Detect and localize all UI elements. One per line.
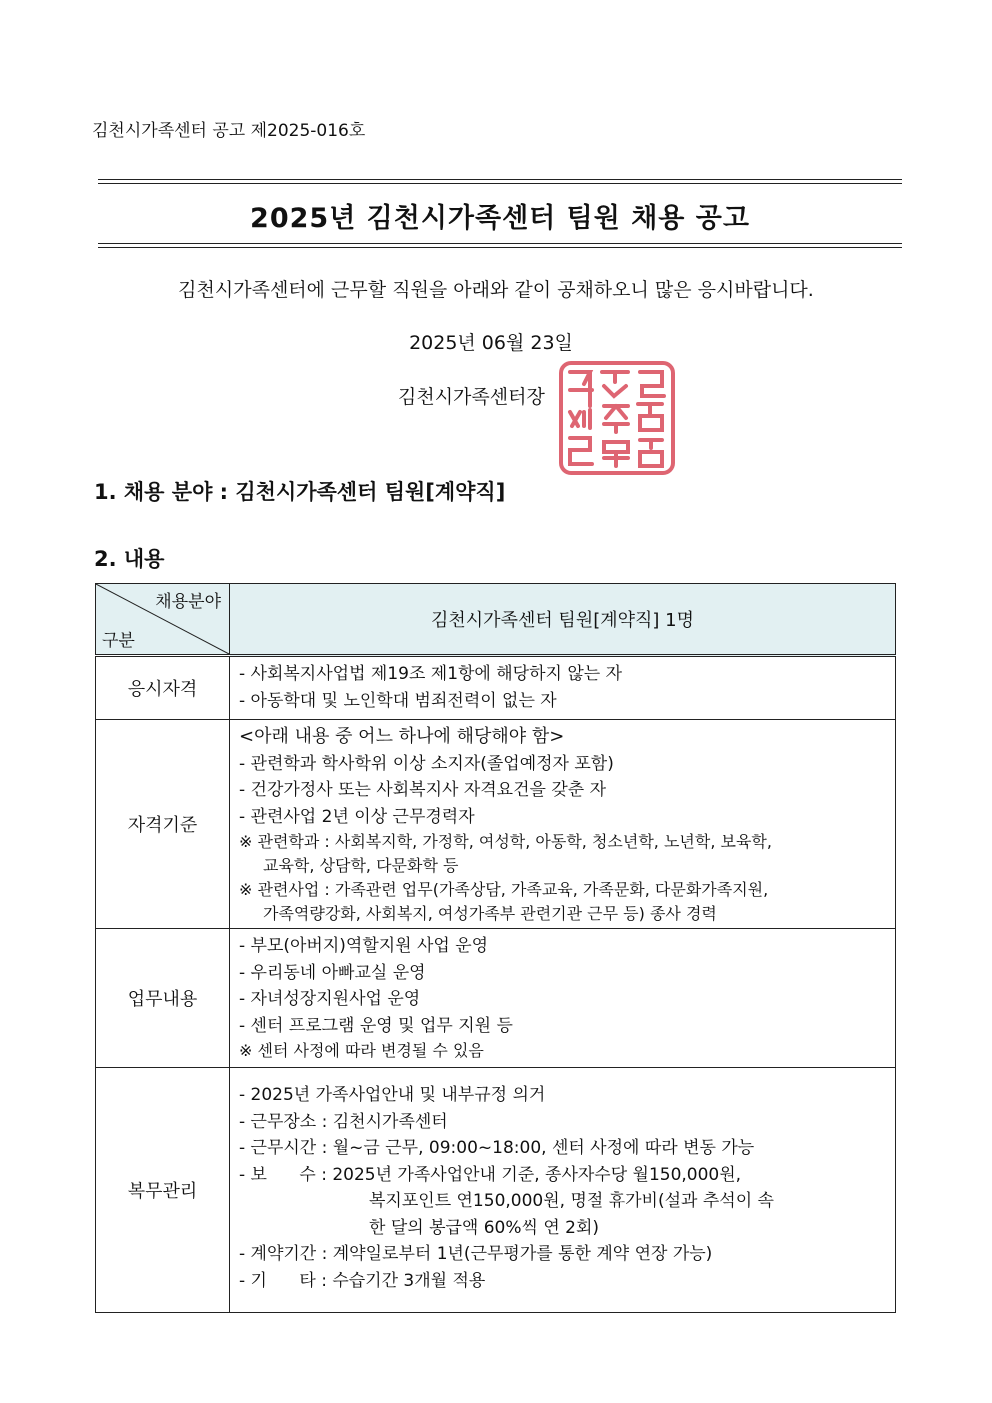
list-item: - 우리동네 아빠교실 운영	[239, 962, 426, 983]
header-label-category: 구분	[102, 631, 135, 651]
list-item: - 근무시간 : 월~금 근무, 09:00~18:00, 센터 사정에 따라 변동 가능	[239, 1138, 755, 1158]
row-content	[230, 929, 896, 1068]
list-item: - 근무장소 : 김천시가족센터	[239, 1111, 448, 1132]
title-rule-top-inner	[98, 183, 902, 184]
table-row-duties	[96, 929, 896, 1068]
row-content	[230, 720, 896, 929]
note-line: ※ 관련사업 : 가족관련 업무(가족상담, 가족교육, 가족문화, 다문화가족지원,	[239, 880, 769, 899]
header-label-field: 채용분야	[155, 592, 221, 612]
list-item: - 사회복지사업법 제19조 제1항에 해당하지 않는 자	[239, 664, 623, 684]
title-rule-top	[98, 179, 902, 180]
list-item: - 계약기간 : 계약일로부터 1년(근무평가를 통한 계약 연장 가능)	[239, 1244, 713, 1264]
table-row-service-management	[96, 1068, 896, 1313]
note-line: ※ 센터 사정에 따라 변경될 수 있음	[239, 1041, 484, 1060]
list-item: - 아동학대 및 노인학대 범죄전력이 없는 자	[239, 690, 557, 711]
notice-number: 김천시가족센터 공고 제2025-016호	[92, 121, 366, 141]
list-item: - 관련학과 학사학위 이상 소지자(졸업예정자 포함)	[239, 753, 614, 774]
table-row-qualifications	[96, 720, 896, 929]
recruitment-table	[95, 583, 896, 1313]
note-line: 가족역량강화, 사회복지, 여성가족부 관련기관 근무 등) 종사 경력	[263, 904, 717, 923]
header-position-title: 김천시가족센터 팀원[계약직] 1명	[230, 584, 896, 656]
row-label: 자격기준	[96, 720, 230, 929]
table-row-eligibility	[96, 656, 896, 720]
note-line: 교육학, 상담학, 다문화학 등	[263, 856, 459, 875]
row-label: 복무관리	[96, 1068, 230, 1313]
list-item: - 건강가정사 또는 사회복지사 자격요건을 갖춘 자	[239, 780, 606, 800]
list-item: - 기 타 : 수습기간 3개월 적용	[239, 1270, 486, 1291]
notice-date: 2025년 06월 23일	[409, 332, 573, 354]
list-item: - 센터 프로그램 운영 및 업무 지원 등	[239, 1015, 513, 1036]
title-rule-bottom-inner	[98, 243, 902, 244]
section-2-heading: 2. 내용	[94, 547, 165, 571]
page-title: 2025년 김천시가족센터 팀원 채용 공고	[250, 203, 750, 234]
list-item: - 2025년 가족사업안내 및 내부규정 의거	[239, 1085, 546, 1105]
header-corner-cell	[96, 584, 230, 656]
row-content	[230, 656, 896, 720]
note-line: ※ 관련학과 : 사회복지학, 가정학, 여성학, 아동학, 청소년학, 노년학, 보육학,	[239, 832, 772, 851]
table-header-row	[96, 584, 896, 656]
issuer-name: 김천시가족센터장	[398, 386, 545, 408]
row-content	[230, 1068, 896, 1313]
list-item-continued: 한 달의 봉급액 60%씩 연 2회)	[369, 1217, 600, 1238]
title-rule-bottom	[98, 247, 902, 248]
qualification-heading: <아래 내용 중 어느 하나에 해당해야 함>	[239, 726, 565, 747]
list-item: - 보 수 : 2025년 가족사업안내 기준, 종사자수당 월150,000원,	[239, 1164, 742, 1185]
list-item: - 자녀성장지원사업 운영	[239, 989, 421, 1009]
list-item: - 부모(아버지)역할지원 사업 운영	[239, 936, 489, 956]
section-1-heading: 1. 채용 분야 : 김천시가족센터 팀원[계약직]	[94, 480, 506, 504]
list-item-continued: 복지포인트 연150,000원, 명절 휴가비(설과 추석이 속	[369, 1191, 774, 1211]
row-label: 업무내용	[96, 929, 230, 1068]
row-label: 응시자격	[96, 656, 230, 720]
official-seal-stamp	[558, 360, 676, 476]
list-item: - 관련사업 2년 이상 근무경력자	[239, 806, 475, 827]
intro-text: 김천시가족센터에 근무할 직원을 아래와 같이 공채하오니 많은 응시바랍니다.	[178, 279, 814, 301]
